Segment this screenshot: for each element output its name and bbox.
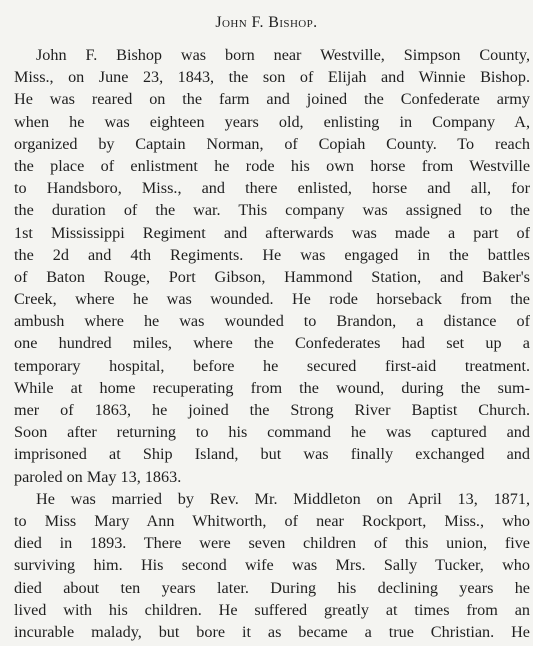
body-text [14,44,530,643]
text-line: to Handsboro, Miss., and there enlisted, horse and all, for [14,179,530,198]
page-heading: John F. Bishop. [215,14,318,31]
text-line: 1st Mississippi Regiment and afterwards was made a part of [14,223,530,242]
text-line: organized by Captain Norman, of Copiah County. To reach [14,134,530,153]
text-line: when he was eighteen years old, enlisting in Company A, [14,112,530,131]
text-line: the place of enlistment he rode his own horse from Westville [14,156,530,175]
text-line: the duration of the war. This company was assigned to the [14,201,530,220]
text-line: died about ten years later. During his declining years he [14,578,530,597]
text-line: the 2d and 4th Regiments. He was engaged in the battles [14,245,530,264]
text-line: Miss., on June 23, 1843, the son of Elijah and Winnie Bishop. [14,68,530,87]
text-line: died in 1893. There were seven children of this union, five [14,534,530,553]
text-line: He was married by Rev. Mr. Middleton on April 13, 1871, [36,489,530,508]
text-line: Creek, where he was wounded. He rode horseback from the [14,290,530,309]
text-line: While at home recuperating from the wound, during the sum- [14,378,530,397]
text-line: incurable malady, but bore it as became a true Christian. He [14,622,530,641]
text-line: He was reared on the farm and joined the Confederate army [14,90,530,109]
text-line: of Baton Rouge, Port Gibson, Hammond Station, and Baker's [14,267,530,286]
text-line: to Miss Mary Ann Whitworth, of near Rockport, Miss., who [14,511,530,530]
text-line: imprisoned at Ship Island, but was finally exchanged and [14,445,530,464]
text-line: temporary hospital, before he secured first-aid treatment. [14,356,530,375]
text-line: one hundred miles, where the Confederates had set up a [14,334,530,353]
text-line: lived with his children. He suffered greatly at times from an [14,600,530,619]
text-line: ambush where he was wounded to Brandon, a distance of [14,312,530,331]
text-line: John F. Bishop was born near Westville, Simpson County, [36,46,530,64]
text-line: surviving him. His second wife was Mrs. Sally Tucker, who [14,556,530,575]
text-line: paroled on May 13, 1863. [14,467,182,486]
text-line: Soon after returning to his command he was captured and [14,423,530,442]
text-line: mer of 1863, he joined the Strong River Baptist Church. [14,401,530,419]
